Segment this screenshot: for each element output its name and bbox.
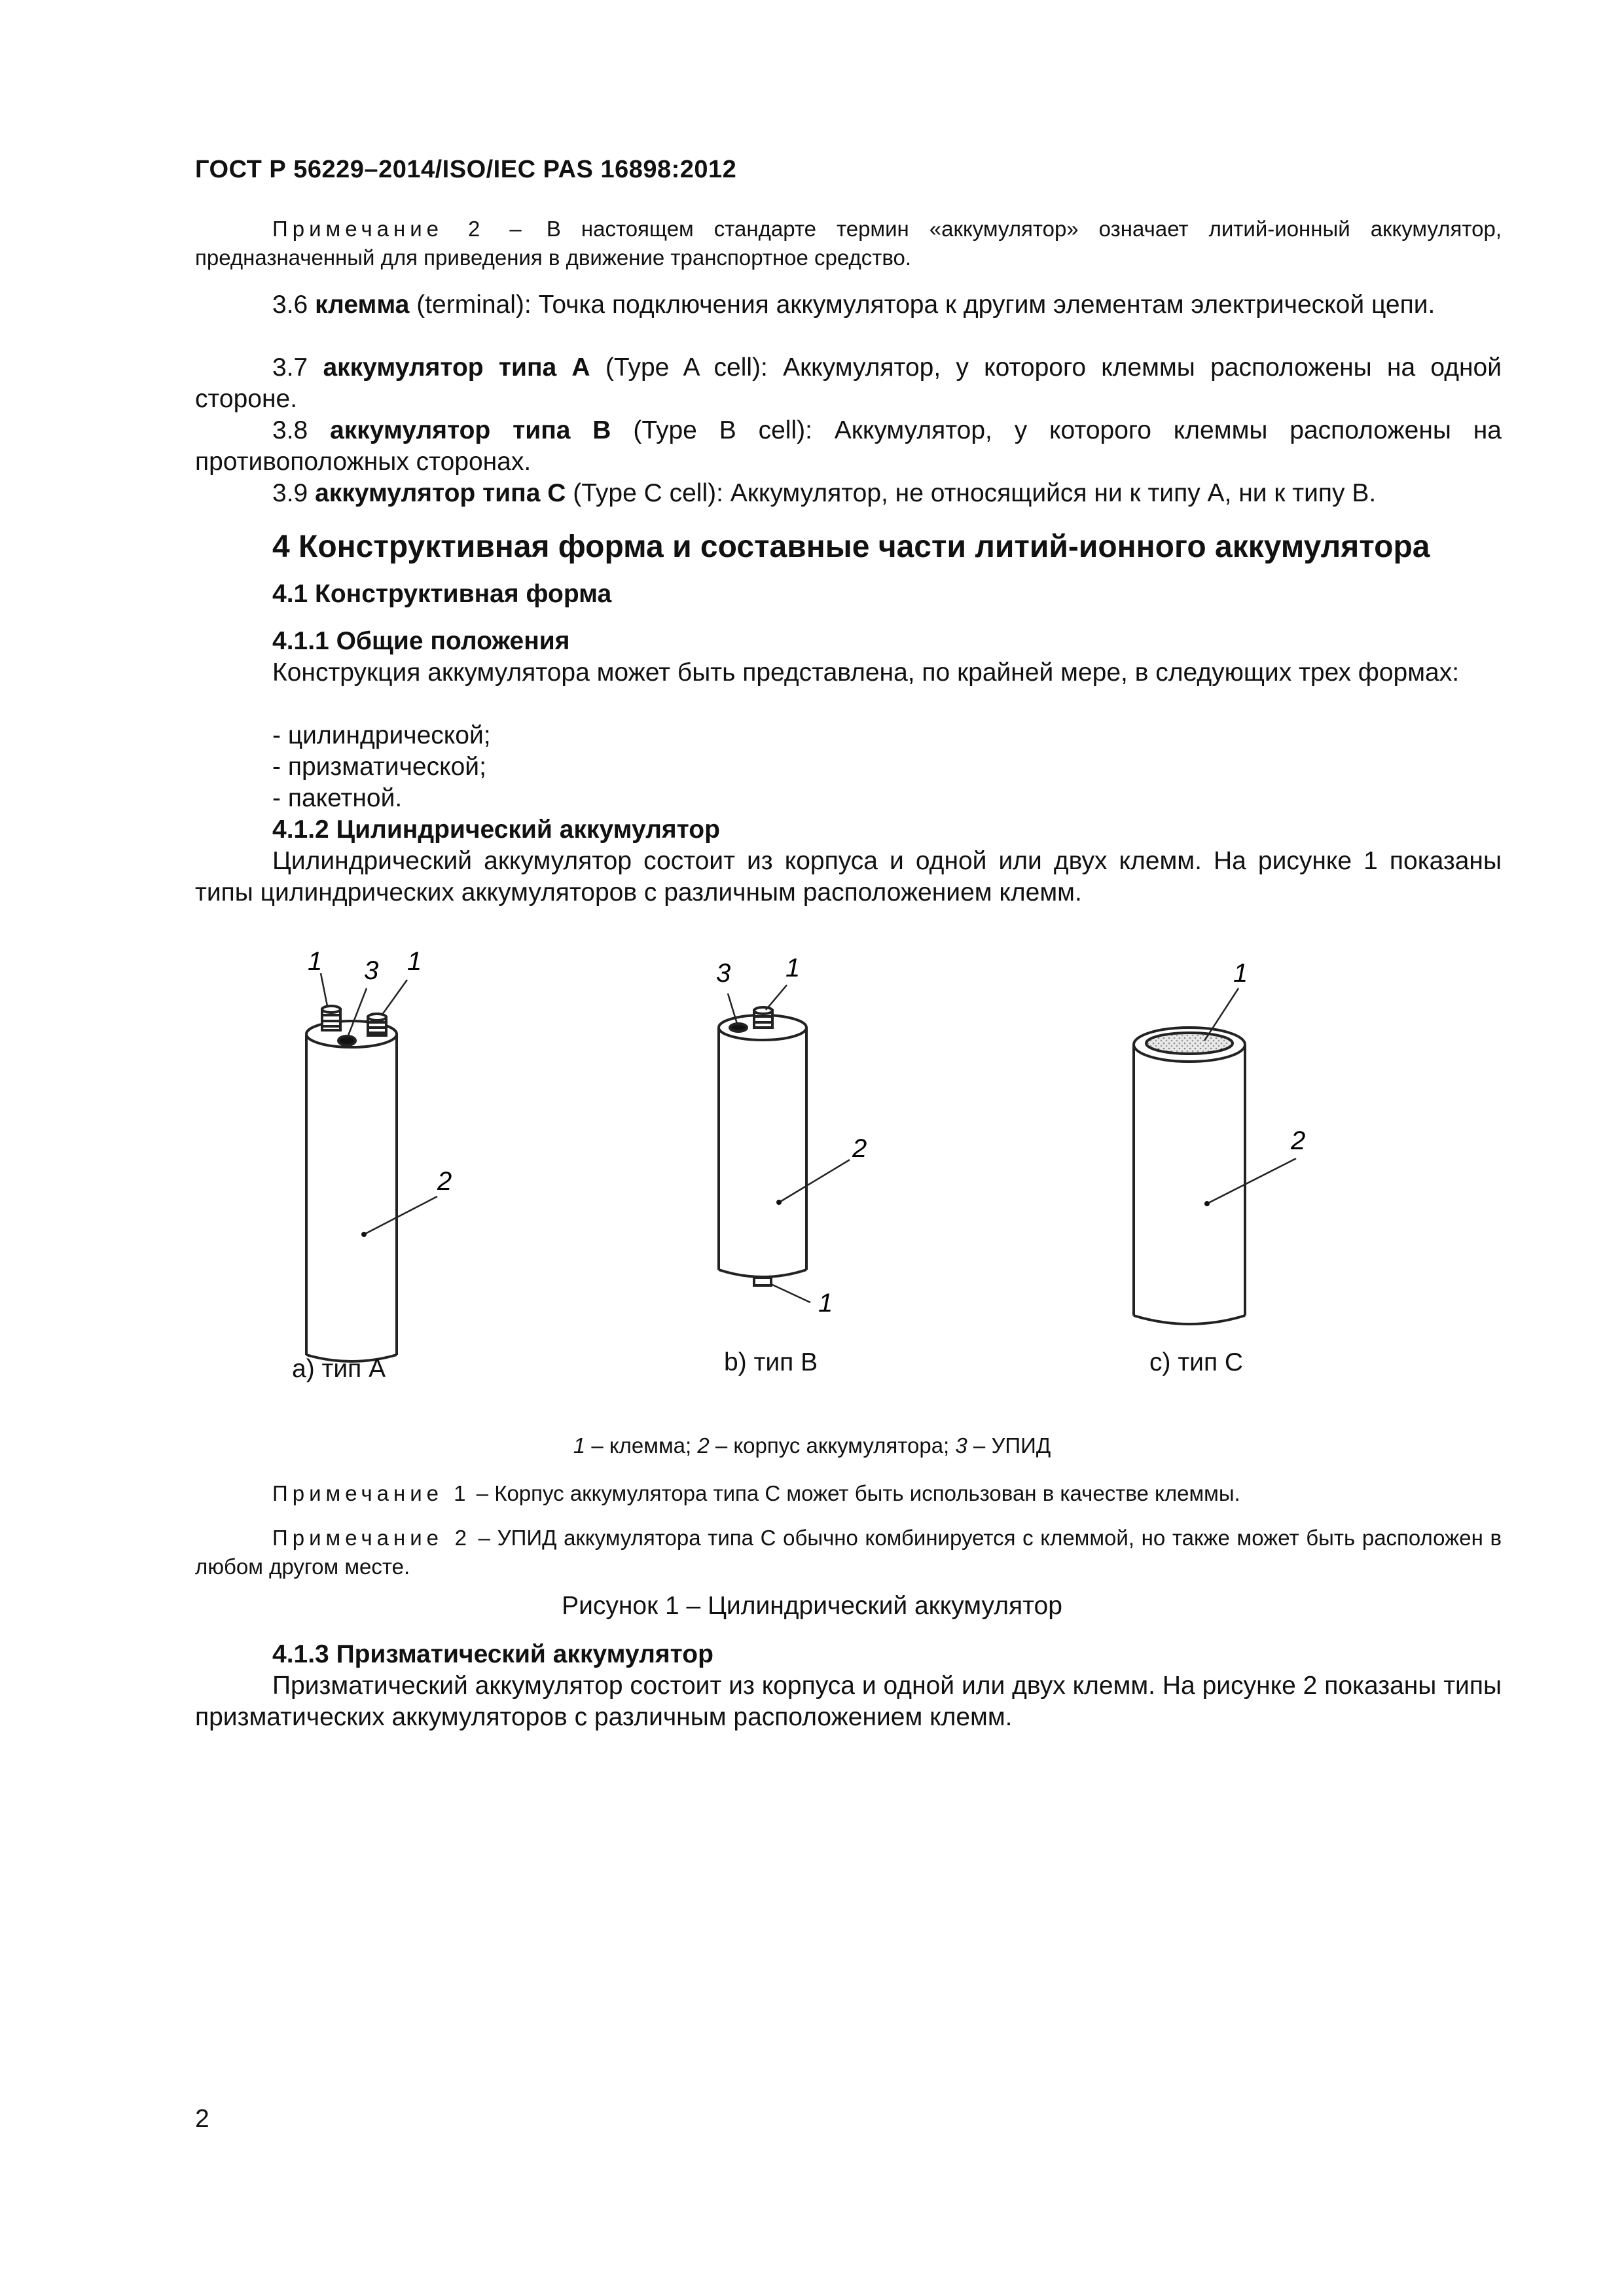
label-b-terminal: 1 [785, 954, 801, 982]
def-text: (terminal): Точка подключения аккумулятора к другим элементам электрической цепи. [409, 291, 1435, 319]
label-c-body: 2 [1291, 1126, 1306, 1155]
legend-num: 1 [573, 1433, 586, 1458]
caption-type-a: a) тип A [292, 1355, 386, 1383]
list-item: - пакетной. [272, 784, 403, 812]
legend-num: 2 [697, 1433, 710, 1458]
label-a-terminal-2: 1 [407, 947, 422, 976]
caption-type-c: c) тип C [1149, 1348, 1244, 1376]
caption-type-b: b) тип B [724, 1348, 818, 1376]
figure-1-drawing [0, 916, 1624, 1401]
def-num: 3.8 [272, 416, 331, 444]
label-a-body: 2 [437, 1167, 452, 1196]
def-text: (Type B cell): Аккумулятор, у которого клеммы расположены на противоположных сторонах. [195, 416, 1502, 476]
section-4-1-title: 4.1 Конструктивная форма [272, 580, 612, 608]
def-num: 3.9 [272, 479, 316, 507]
note-label: Примечание 1 [272, 1481, 471, 1505]
legend-text: – корпус аккумулятора; [709, 1433, 956, 1458]
definition-3-8 [195, 415, 1502, 478]
list-item: - призматической; [272, 753, 486, 781]
section-4-1-3-title: 4.1.3 Призматический аккумулятор [272, 1640, 713, 1668]
def-term: аккумулятор типа B [330, 416, 611, 444]
document-header: ГОСТ Р 56229–2014/ISO/IEC PAS 16898:2012 [195, 156, 737, 183]
legend-num: 3 [955, 1433, 967, 1458]
list-item: - цилиндрической; [272, 721, 491, 749]
section-4-1-2-text: Цилиндрический аккумулятор состоит из корпуса и одной или двух клемм. На рисунке 1 показаны типы цилиндрических аккумуляторов с различным расположением клемм. [195, 847, 1502, 906]
label-b-vent: 3 [716, 959, 731, 988]
label-c-terminal: 1 [1233, 959, 1248, 988]
cell-type-a [306, 973, 437, 1361]
label-a-vent: 3 [364, 956, 379, 985]
page-number: 2 [195, 2105, 209, 2133]
note-text: – УПИД аккумулятора типа C обычно комбинируется с клеммой, но также может быть расположен в любом другом месте. [195, 1526, 1502, 1579]
cell-type-c [1134, 988, 1296, 1324]
figure-legend [0, 1433, 1624, 1458]
note-text: В настоящем стандарте термин «аккумулятор» означает литий-ионный аккумулятор, предназначенный для приведения в движение транспортное средство. [195, 217, 1502, 270]
forms-list [272, 720, 491, 814]
section-4-1-1-title: 4.1.1 Общие положения [272, 627, 570, 655]
definition-3-6 [195, 289, 1502, 321]
def-text: (Type A cell): Аккумулятор, у которого клеммы расположены на одной стороне. [195, 353, 1502, 413]
note-text: – Корпус аккумулятора типа C может быть использован в качестве клеммы. [470, 1481, 1240, 1505]
figure-note-2 [195, 1524, 1502, 1581]
section-4-title: 4 Конструктивная форма и составные части литий-ионного аккумулятора [272, 529, 1430, 564]
section-4-1-3-text: Призматический аккумулятор состоит из корпуса и одной или двух клемм. На рисунке 2 показаны типы призматических аккумуляторов с различным расположением клемм. [195, 1672, 1502, 1731]
cell-type-b [719, 985, 850, 1302]
note-label: Примечание 2 [272, 1526, 472, 1550]
figure-note-1 [195, 1479, 1502, 1508]
def-num: 3.7 [272, 353, 323, 382]
def-term: клемма [315, 291, 410, 319]
definition-3-9 [195, 478, 1502, 509]
def-num: 3.6 [272, 291, 316, 319]
def-term: аккумулятор типа A [323, 353, 590, 382]
label-a-terminal: 1 [308, 947, 323, 976]
note-top [195, 215, 1502, 272]
label-b-body: 2 [852, 1134, 867, 1163]
definition-3-7 [195, 352, 1502, 415]
section-4-1-1-text: Конструкция аккумулятора может быть представлена, по крайней мере, в следующих трех формах: [272, 658, 1460, 687]
label-b-bottom-terminal: 1 [818, 1289, 833, 1318]
def-term: аккумулятор типа C [315, 479, 566, 507]
section-4-1-2-title: 4.1.2 Цилиндрический аккумулятор [272, 816, 720, 844]
legend-text: – клемма; [585, 1433, 698, 1458]
figure-1-title: Рисунок 1 – Цилиндрический аккумулятор [562, 1592, 1062, 1620]
note-label: Примечание 2 – [272, 217, 526, 241]
legend-text: – УПИД [967, 1433, 1051, 1458]
def-text: (Type C cell): Аккумулятор, не относящийся ни к типу A, ни к типу B. [566, 479, 1377, 507]
